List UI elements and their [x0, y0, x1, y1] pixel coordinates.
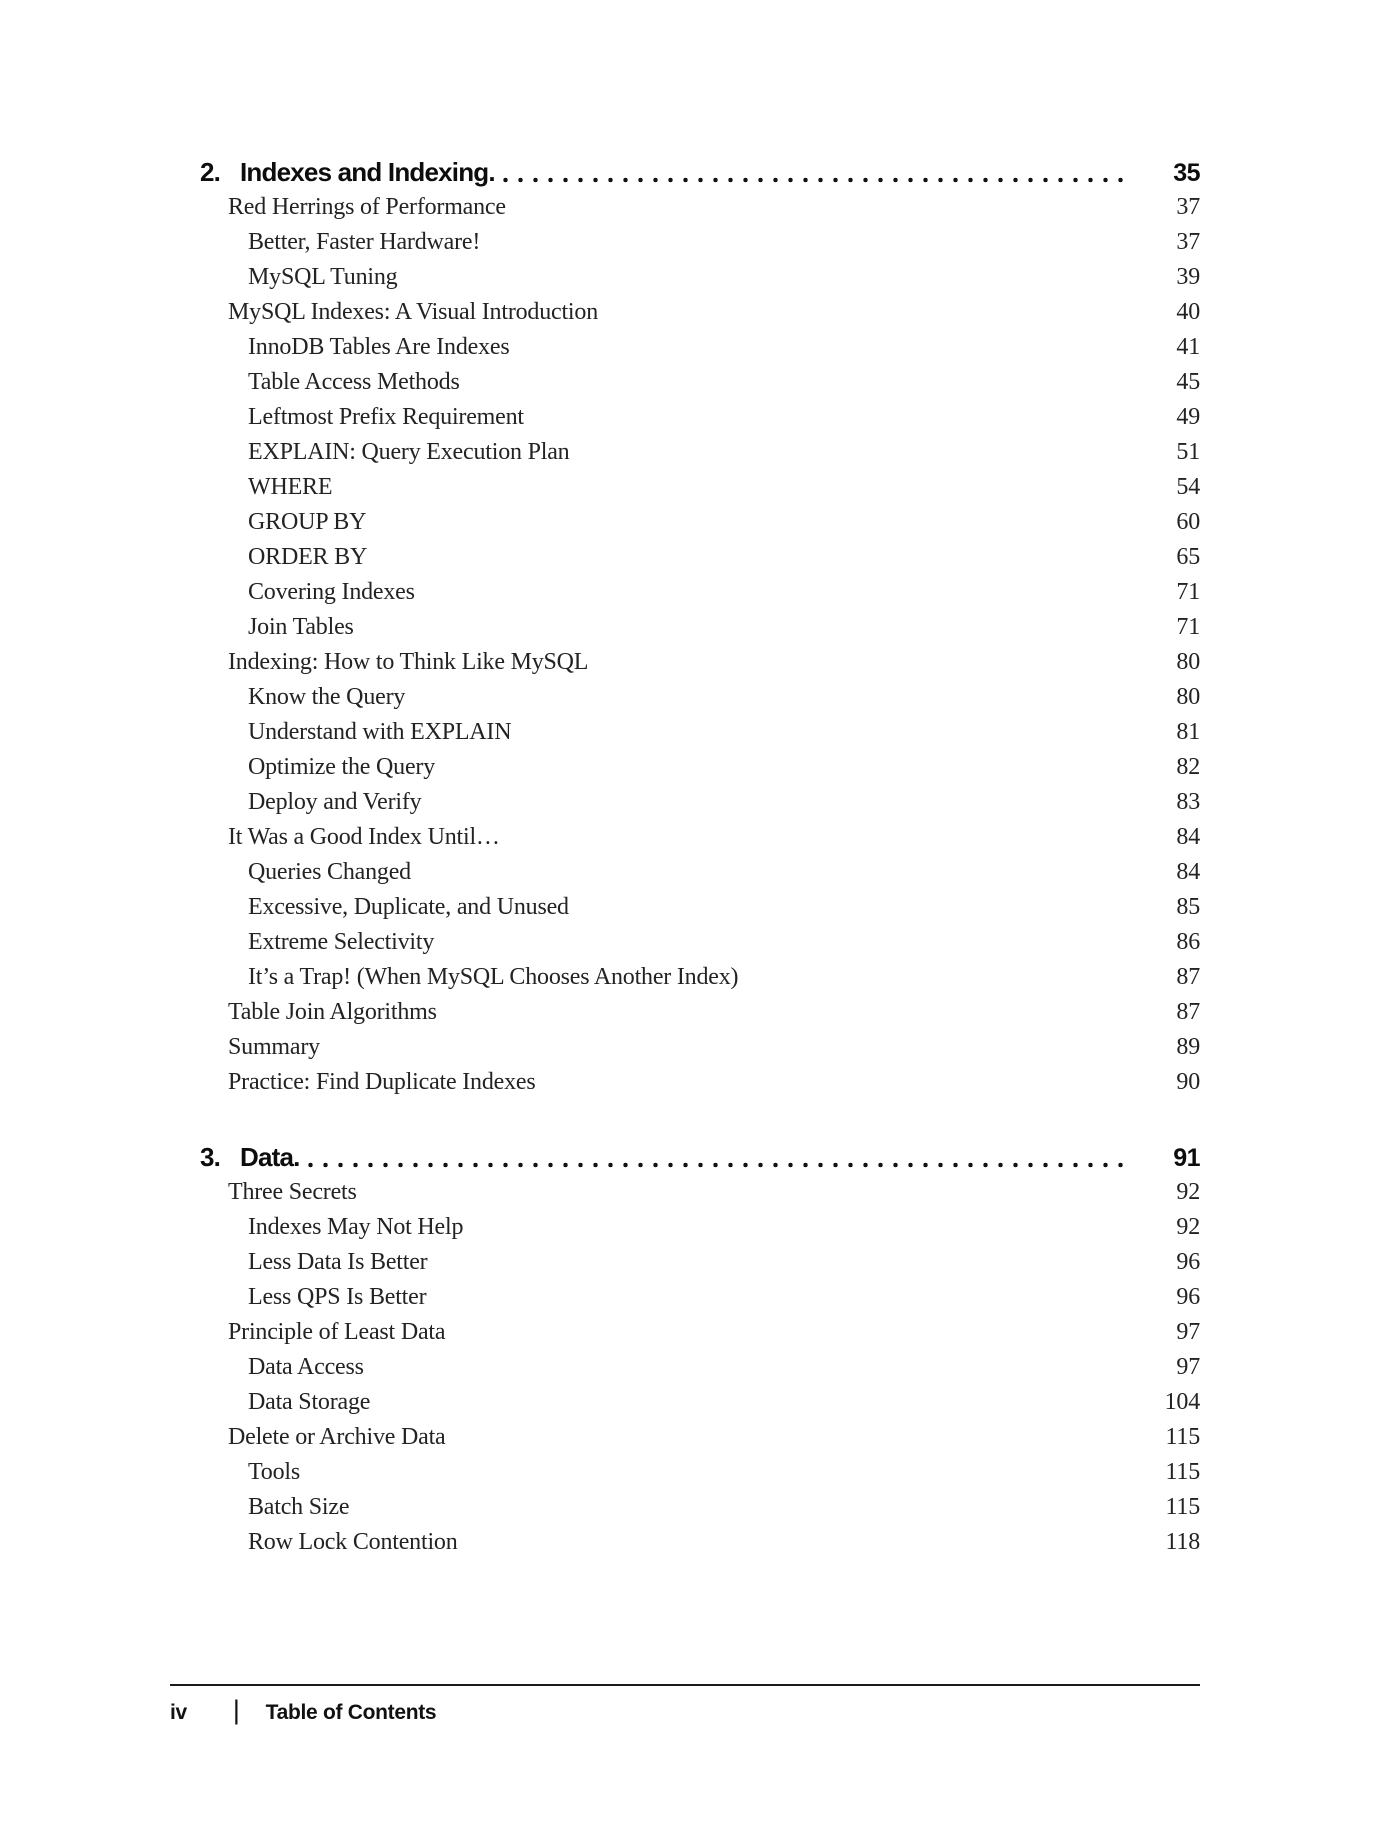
- toc-entry-label: Data Storage: [248, 1389, 371, 1415]
- toc-entry-page-number: 85: [1176, 894, 1200, 920]
- toc-entry-page-number: 83: [1176, 789, 1200, 815]
- chapter-section-2: [170, 155, 1200, 1100]
- toc-entry[interactable]: [170, 1490, 1200, 1525]
- toc-chapter-heading[interactable]: [170, 1140, 1200, 1175]
- toc-entry[interactable]: [170, 890, 1200, 925]
- toc-entry-page-number: 45: [1176, 369, 1200, 395]
- toc-entry-page-number: 65: [1176, 544, 1200, 570]
- toc-entry-page-number: 86: [1176, 929, 1200, 955]
- toc-entry-page-number: 104: [1164, 1389, 1200, 1415]
- toc-entry[interactable]: [170, 400, 1200, 435]
- toc-entry[interactable]: [170, 1280, 1200, 1315]
- toc-entry[interactable]: [170, 470, 1200, 505]
- chapter-section-3: [170, 1140, 1200, 1560]
- toc-entry[interactable]: [170, 1315, 1200, 1350]
- toc-entry-page-number: 97: [1176, 1354, 1200, 1380]
- toc-entry-label: Indexing: How to Think Like MySQL: [228, 649, 589, 675]
- chapter-page-number: 35: [1173, 159, 1200, 187]
- toc-entry-page-number: 115: [1165, 1424, 1200, 1450]
- toc-entry[interactable]: [170, 785, 1200, 820]
- toc-entry[interactable]: [170, 1420, 1200, 1455]
- toc-entry-label: Leftmost Prefix Requirement: [248, 404, 524, 430]
- toc-entry-page-number: 115: [1165, 1494, 1200, 1520]
- toc-entry-label: Batch Size: [248, 1494, 350, 1520]
- toc-entry-page-number: 81: [1176, 719, 1200, 745]
- toc-entry[interactable]: [170, 1525, 1200, 1560]
- toc-entry-label: Red Herrings of Performance: [228, 194, 506, 220]
- toc-chapter-heading[interactable]: [170, 155, 1200, 190]
- toc-entry[interactable]: [170, 1385, 1200, 1420]
- toc-entry-page-number: 71: [1176, 614, 1200, 640]
- toc-entry-page-number: 82: [1176, 754, 1200, 780]
- toc-entry-label: Less Data Is Better: [248, 1249, 428, 1275]
- toc-entry-label: GROUP BY: [248, 509, 367, 535]
- toc-entry-label: Table Access Methods: [248, 369, 460, 395]
- toc-entry[interactable]: [170, 1245, 1200, 1280]
- toc-entry-label: Three Secrets: [228, 1179, 357, 1205]
- toc-entry-page-number: 115: [1165, 1459, 1200, 1485]
- toc-entry-label: Row Lock Contention: [248, 1529, 458, 1555]
- toc-entry-label: Summary: [228, 1034, 320, 1060]
- toc-entry-page-number: 41: [1176, 334, 1200, 360]
- chapter-title: Data.: [240, 1142, 300, 1172]
- dot-leader: [303, 1140, 1133, 1175]
- toc-entry[interactable]: [170, 1175, 1200, 1210]
- toc-entry[interactable]: [170, 505, 1200, 540]
- toc-entry-page-number: 80: [1176, 684, 1200, 710]
- footer-section-title: Table of Contents: [265, 1700, 437, 1724]
- toc-entry[interactable]: [170, 365, 1200, 400]
- toc-entry-label: Excessive, Duplicate, and Unused: [248, 894, 569, 920]
- toc-entry-page-number: 92: [1176, 1214, 1200, 1240]
- toc-entry-label: It Was a Good Index Until…: [228, 824, 500, 850]
- toc-entry-page-number: 90: [1176, 1069, 1200, 1095]
- footer-page-label: iv: [170, 1700, 187, 1724]
- toc-entry-page-number: 87: [1176, 964, 1200, 990]
- toc-entry[interactable]: [170, 540, 1200, 575]
- toc-entry-label: Join Tables: [248, 614, 354, 640]
- toc-entry-page-number: 87: [1176, 999, 1200, 1025]
- toc-entry-page-number: 51: [1176, 439, 1200, 465]
- toc-entry-page-number: 80: [1176, 649, 1200, 675]
- toc-entry-label: Less QPS Is Better: [248, 1284, 427, 1310]
- toc-entry-page-number: 92: [1176, 1179, 1200, 1205]
- toc-entry-label: Better, Faster Hardware!: [248, 229, 481, 255]
- toc-entry-label: Understand with EXPLAIN: [248, 719, 512, 745]
- page-footer: [170, 1684, 1200, 1728]
- toc-entry-page-number: 89: [1176, 1034, 1200, 1060]
- toc-entry-label: MySQL Tuning: [248, 264, 398, 290]
- toc-entry[interactable]: [170, 1065, 1200, 1100]
- chapter-title: Indexes and Indexing.: [240, 157, 495, 187]
- toc-entry-page-number: 37: [1176, 194, 1200, 220]
- toc-entry-label: Delete or Archive Data: [228, 1424, 446, 1450]
- toc-entry[interactable]: [170, 295, 1200, 330]
- toc-entry[interactable]: [170, 610, 1200, 645]
- toc-entry-label: Covering Indexes: [248, 579, 415, 605]
- toc-entry-page-number: 39: [1176, 264, 1200, 290]
- chapter-number: 3.: [200, 1142, 221, 1172]
- toc-entry[interactable]: [170, 330, 1200, 365]
- chapter-page-number: 91: [1173, 1144, 1200, 1172]
- toc-entry[interactable]: [170, 855, 1200, 890]
- toc-entry[interactable]: [170, 645, 1200, 680]
- toc-entry[interactable]: [170, 1030, 1200, 1065]
- toc-entry[interactable]: [170, 715, 1200, 750]
- toc-entry-label: Tools: [248, 1459, 300, 1485]
- toc-entry-page-number: 40: [1176, 299, 1200, 325]
- toc-entry-page-number: 37: [1176, 229, 1200, 255]
- toc-entry[interactable]: [170, 1350, 1200, 1385]
- toc-entry-page-number: 84: [1176, 824, 1200, 850]
- toc-entry-label: Table Join Algorithms: [228, 999, 437, 1025]
- toc-entry[interactable]: [170, 190, 1200, 225]
- toc-entry[interactable]: [170, 750, 1200, 785]
- toc-entry[interactable]: [170, 1210, 1200, 1245]
- chapter-entries: [170, 1175, 1200, 1560]
- toc-entry[interactable]: [170, 225, 1200, 260]
- toc-entry[interactable]: [170, 575, 1200, 610]
- toc-entry-label: Data Access: [248, 1354, 364, 1380]
- toc-entry[interactable]: [170, 260, 1200, 295]
- toc-entry-page-number: 96: [1176, 1249, 1200, 1275]
- toc-entry-page-number: 60: [1176, 509, 1200, 535]
- chapter-number: 2.: [200, 157, 221, 187]
- toc-entry-label: MySQL Indexes: A Visual Introduction: [228, 299, 599, 325]
- toc-entry-page-number: 96: [1176, 1284, 1200, 1310]
- toc-entry-label: EXPLAIN: Query Execution Plan: [248, 439, 570, 465]
- toc-entry[interactable]: [170, 435, 1200, 470]
- footer-separator: |: [232, 1695, 240, 1725]
- toc-entry-label: Know the Query: [248, 684, 406, 710]
- toc-entry-label: Principle of Least Data: [228, 1319, 446, 1345]
- toc-entry[interactable]: [170, 820, 1200, 855]
- toc-entry-label: ORDER BY: [248, 544, 368, 570]
- toc-entry[interactable]: [170, 960, 1200, 995]
- toc-entry-label: InnoDB Tables Are Indexes: [248, 334, 510, 360]
- toc-entry[interactable]: [170, 925, 1200, 960]
- toc-entry[interactable]: [170, 1455, 1200, 1490]
- dot-leader: [498, 155, 1133, 190]
- toc-entry-label: Queries Changed: [248, 859, 411, 885]
- toc-entry-page-number: 54: [1176, 474, 1200, 500]
- toc-entry-page-number: 118: [1165, 1529, 1200, 1555]
- toc-entry-label: Deploy and Verify: [248, 789, 422, 815]
- toc-entry-label: Optimize the Query: [248, 754, 436, 780]
- toc-entry-label: Extreme Selectivity: [248, 929, 435, 955]
- toc-entry-label: WHERE: [248, 474, 333, 500]
- toc-entry-label: Indexes May Not Help: [248, 1214, 464, 1240]
- toc-entry[interactable]: [170, 680, 1200, 715]
- toc-entry-label: It’s a Trap! (When MySQL Chooses Another Index): [248, 964, 739, 990]
- toc-entry-page-number: 97: [1176, 1319, 1200, 1345]
- toc-entry-page-number: 49: [1176, 404, 1200, 430]
- toc-entry-label: Practice: Find Duplicate Indexes: [228, 1069, 536, 1095]
- chapter-entries: [170, 190, 1200, 1100]
- toc-entry-page-number: 71: [1176, 579, 1200, 605]
- toc-content: [170, 155, 1200, 1560]
- toc-entry-page-number: 84: [1176, 859, 1200, 885]
- toc-entry[interactable]: [170, 995, 1200, 1030]
